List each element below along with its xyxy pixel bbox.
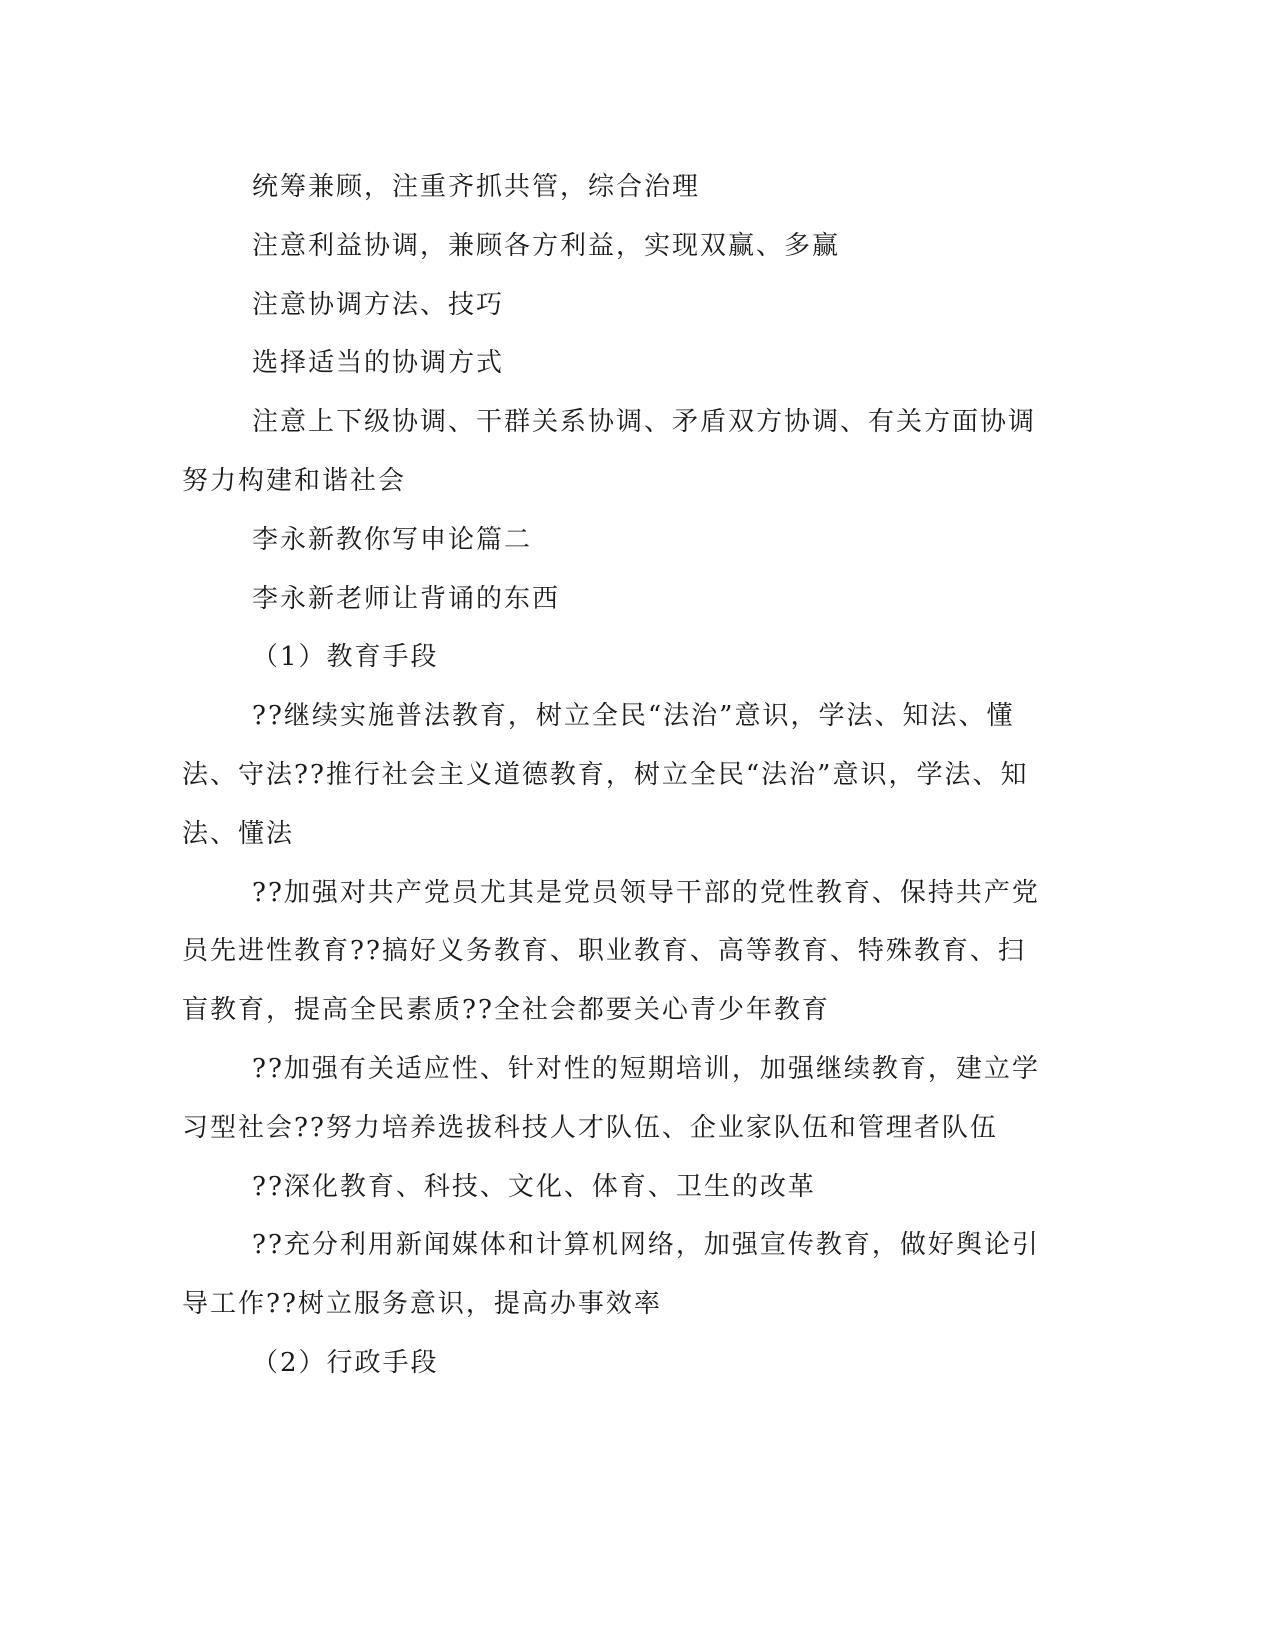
paragraph: ??加强对共产党员尤其是党员领导干部的党性教育、保持共产党员先进性教育??搞好义务教育、职业教育、高等教育、特殊教育、扫盲教育，提高全民素质??全社会都要关心青少年教育 <box>182 877 1040 1026</box>
paragraph: 注意上下级协调、干群关系协调、矛盾双方协调、有关方面协调努力构建和谐社会 <box>182 407 1037 496</box>
subsection-heading: （1）教育手段 <box>252 642 439 673</box>
paragraph: 李永新老师让背诵的东西 <box>252 583 561 614</box>
paragraph: ??充分利用新闻媒体和计算机网络，加强宣传教育，做好舆论引导工作??树立服务意识，提高办事效率 <box>182 1230 1040 1320</box>
document-body <box>182 158 1042 1393</box>
paragraph: 统筹兼顾，注重齐抓共管，综合治理 <box>252 172 701 202</box>
paragraph: 注意利益协调，兼顾各方利益，实现双赢、多赢 <box>252 230 841 261</box>
paragraph: ??加强有关适应性、针对性的短期培训，加强继续教育，建立学习型社会??努力培养选拔科技人才队伍、企业家队伍和管理者队伍 <box>182 1053 1040 1143</box>
section-heading: 李永新教你写申论篇二 <box>252 524 533 555</box>
paragraph: ??继续实施普法教育，树立全民“法治”意识，学法、知法、懂法、守法??推行社会主义道德教育，树立全民“法治”意识，学法、知法、懂法 <box>182 701 1029 849</box>
subsection-heading: （2）行政手段 <box>252 1347 439 1378</box>
paragraph: 选择适当的协调方式 <box>252 348 505 379</box>
paragraph: ??深化教育、科技、文化、体育、卫生的改革 <box>252 1171 816 1202</box>
paragraph: 注意协调方法、技巧 <box>252 289 505 320</box>
